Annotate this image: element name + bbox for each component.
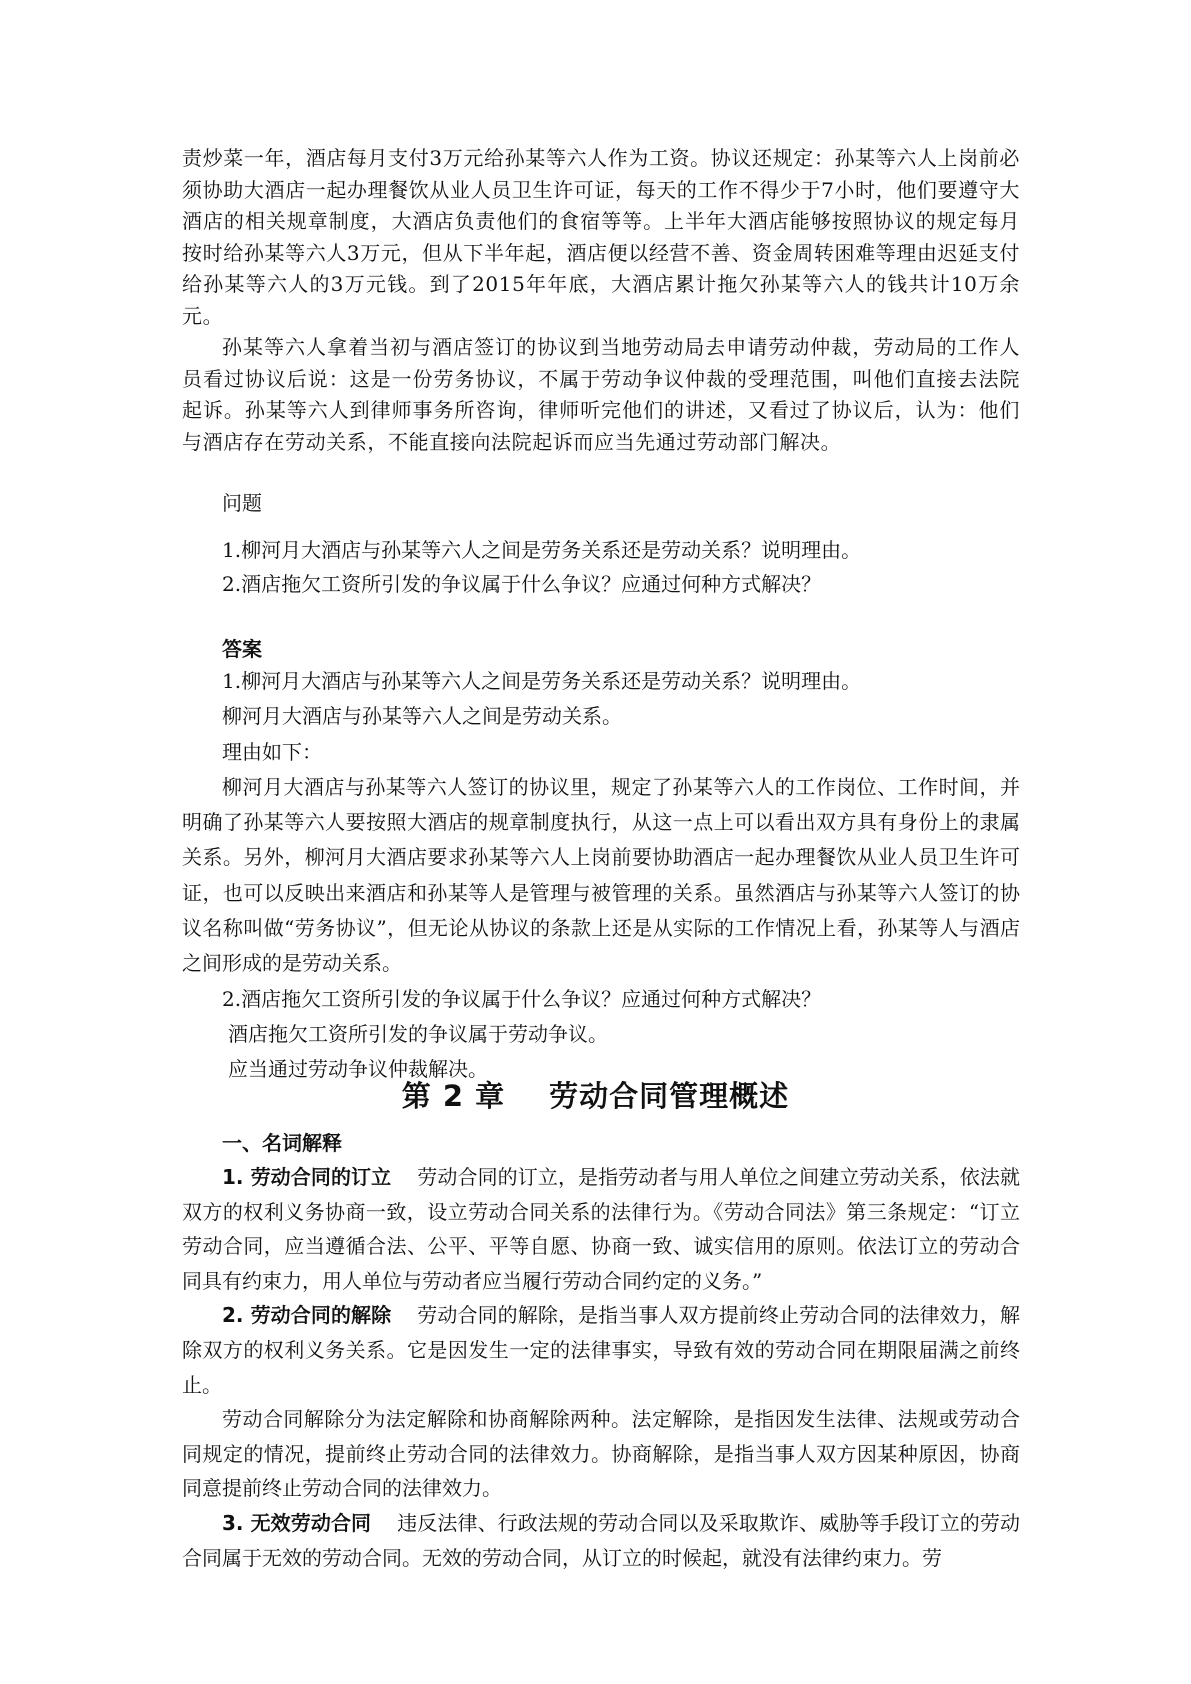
answer-text: 柳河月大酒店与孙某等六人之间是劳动关系。 — [222, 704, 622, 729]
case-paragraph: 孙某等六人拿着当初与酒店签订的协议到当地劳动局去申请劳动仲裁，劳动局的工作人员看过协议后说：这是一份劳务协议，不属于劳动争议仲裁的受理范围，叫他们直接去法院起诉。孙某等六人到律师事务所咨询，律师听完他们的讲述，又看过了协议后，认为：他们与酒店存在劳动关系，不能直接向法院起诉而应当先通过劳动部门解决。 — [182, 335, 1020, 454]
chapter-name: 劳动合同管理概述 — [549, 1079, 790, 1113]
term-title: 2. 劳动合同的解除 — [222, 1303, 392, 1328]
term-definitions — [182, 1160, 1020, 1575]
term-entry — [182, 1160, 1020, 1298]
answer-text: 酒店拖欠工资所引发的争议属于劳动争议。 — [228, 1021, 608, 1046]
term-body: 违反法律、行政法规的劳动合同以及采取欺诈、威胁等手段订立的劳动合同属于无效的劳动合同。无效的劳动合同，从订立的时候起，就没有法律约束力。劳 — [182, 1510, 1020, 1570]
term-title: 1. 劳动合同的订立 — [222, 1165, 392, 1189]
case-description — [182, 143, 1020, 458]
question-list — [222, 533, 1022, 601]
answer-reason: 柳河月大酒店与孙某等六人签订的协议里，规定了孙某等六人的工作岗位、工作时间，并明确了孙某等六人要按照大酒店的规章制度执行，从这一点上可以看出双方具有身份上的隶属关系。另外，柳河月大酒店要求孙某等六人上岗前要协助酒店一起办理餐饮从业人员卫生许可证，也可以反映出来酒店和孙某等人是管理与被管理的关系。虽然酒店与孙某等六人签订的协议名称叫做“劳务协议”，但无论从协议的条款上还是从实际的工作情况上看，孙某等人与酒店之间形成的是劳动关系。 — [182, 774, 1020, 976]
answer-block — [182, 664, 1020, 1088]
term-body: 劳动合同的解除，是指当事人双方提前终止劳动合同的法律效力，解除双方的权利义务关系。它是因发生一定的法律事实，导致有效的劳动合同在期限届满之前终止。 — [182, 1303, 1020, 1397]
term-entry — [182, 1298, 1020, 1402]
answer-text: 应当通过劳动争议仲裁解决。 — [228, 1057, 488, 1082]
questions-heading: 问题 — [222, 491, 262, 515]
answers-heading: 答案 — [222, 637, 262, 661]
term-paragraph: 劳动合同解除分为法定解除和协商解除两种。法定解除，是指因发生法律、法规或劳动合同规定的情况，提前终止劳动合同的法律效力。协商解除，是指当事人双方因某种原因，协商同意提前终止劳动合同的法律效力。 — [182, 1407, 1020, 1501]
answer-question: 1.柳河月大酒店与孙某等六人之间是劳务关系还是劳动关系？说明理由。 — [222, 669, 862, 693]
term-entry — [182, 1506, 1020, 1575]
term-body: 劳动合同的订立，是指劳动者与用人单位之间建立劳动关系，依法就双方的权利义务协商一致，设立劳动合同关系的法律行为。《劳动合同法》第三条规定：“订立劳动合同，应当遵循合法、公平、平等自愿、协商一致、诚实信用的原则。依法订立的劳动合同具有约束力，用人单位与劳动者应当履行劳动合同约定的义务。” — [182, 1165, 1020, 1293]
question-item: 2.酒店拖欠工资所引发的争议属于什么争议？应通过何种方式解决？ — [222, 572, 822, 596]
case-paragraph: 责炒菜一年，酒店每月支付3万元给孙某等六人作为工资。协议还规定：孙某等六人上岗前必须协助大酒店一起办理餐饮从业人员卫生许可证，每天的工作不得少于7小时，他们要遵守大酒店的相关规章制度，大酒店负责他们的食宿等等。上半年大酒店能够按照协议的规定每月按时给孙某等六人3万元，但从下半年起，酒店便以经营不善、资金周转困难等理由迟延支付给孙某等六人的3万元钱。到了2015年年底，大酒店累计拖欠孙某等六人的钱共计10万余元。 — [182, 146, 1020, 328]
chapter-title — [0, 1076, 1191, 1116]
term-title: 3. 无效劳动合同 — [222, 1510, 372, 1535]
answer-question: 2.酒店拖欠工资所引发的争议属于什么争议？应通过何种方式解决？ — [222, 986, 822, 1011]
answer-text: 理由如下： — [222, 739, 322, 764]
chapter-number: 第 2 章 — [401, 1079, 506, 1113]
question-item: 1.柳河月大酒店与孙某等六人之间是劳务关系还是劳动关系？说明理由。 — [222, 538, 862, 562]
section-heading: 一、名词解释 — [222, 1131, 342, 1155]
